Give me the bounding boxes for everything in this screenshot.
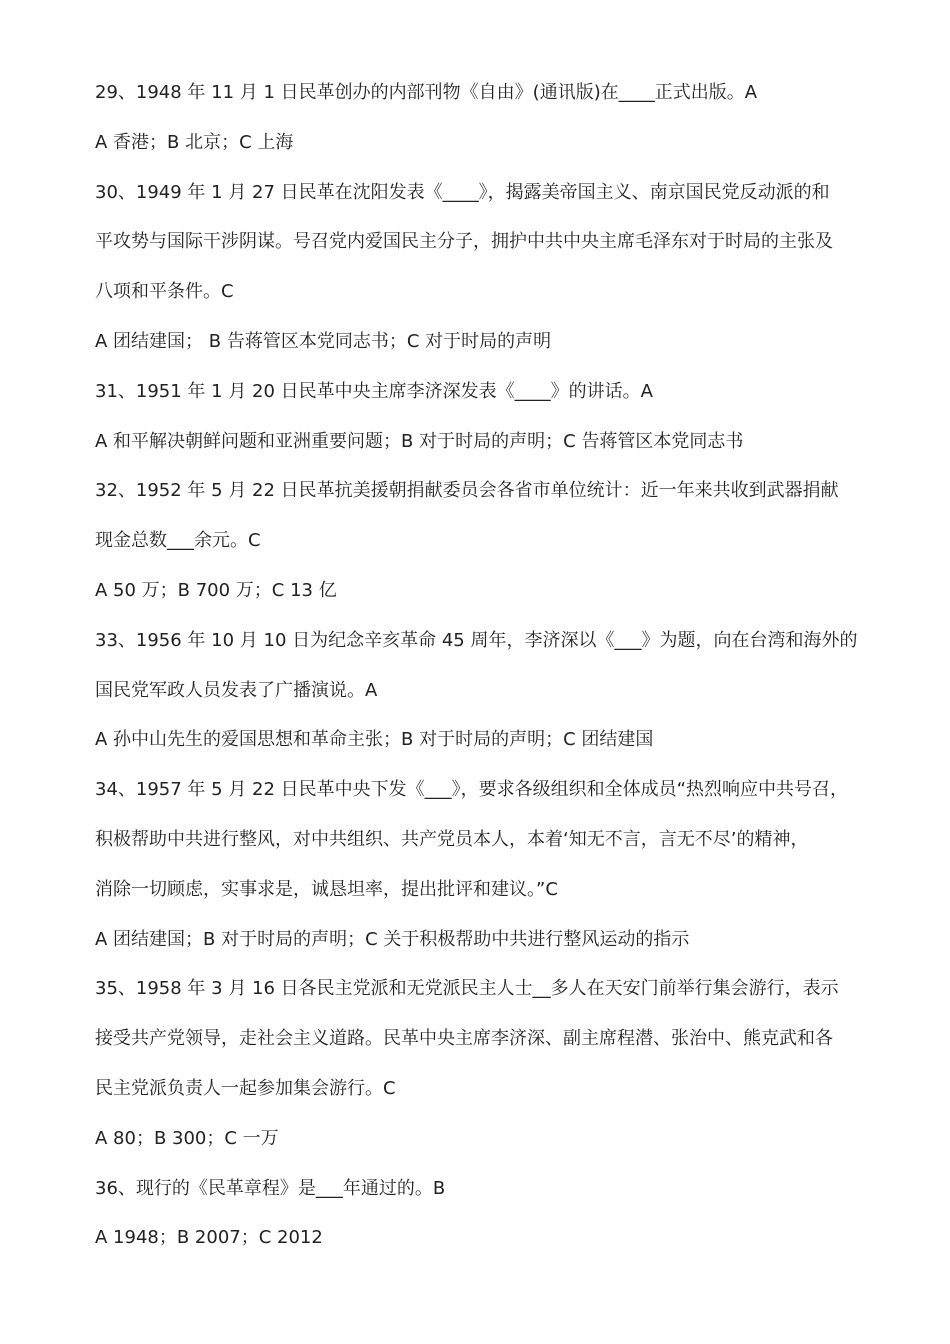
document-page (95, 75, 895, 1270)
q35-options: A 80；B 300；C 一万 (95, 1127, 279, 1149)
q30-question-line-1: 30、1949 年 1 月 27 日民革在沈阳发表《____》，揭露美帝国主义、南京国民党反动派的和 (95, 181, 830, 203)
q32-question-line-2: 现金总数___余元。C (95, 530, 261, 552)
q33-options: A 孙中山先生的爱国思想和革命主张；B 对于时局的声明；C 团结建国 (95, 729, 654, 751)
q34-question-line-1: 34、1957 年 5 月 22 日民革中央下发《___》，要求各级组织和全体成员“热烈响应中共号召， (95, 779, 848, 801)
q35-question-line-2: 接受共产党领导，走社会主义道路。民革中央主席李济深、副主席程潜、张治中、熊克武和各 (95, 1028, 833, 1050)
q30-question-line-2: 平攻势与国际干涉阴谋。号召党内爱国民主分子，拥护中共中央主席毛泽东对于时局的主张及 (95, 231, 833, 253)
q36-options: A 1948；B 2007；C 2012 (95, 1227, 323, 1249)
q31-question: 31、1951 年 1 月 20 日民革中央主席李济深发表《____》的讲话。A (95, 380, 653, 402)
q32-options: A 50 万；B 700 万；C 13 亿 (95, 579, 337, 601)
q35-question-line-1: 35、1958 年 3 月 16 日各民主党派和无党派民主人士__多人在天安门前举行集会游行，表示 (95, 978, 839, 1000)
q29-options: A 香港；B 北京；C 上海 (95, 131, 294, 153)
q29-question: 29、1948 年 11 月 1 日民革创办的内部刊物《自由》(通讯版)在____正式出版。A (95, 82, 758, 103)
q35-question-line-3: 民主党派负责人一起参加集会游行。C (95, 1077, 396, 1099)
q30-options: A 团结建国； B 告蒋管区本党同志书；C 对于时局的声明 (95, 330, 552, 352)
q34-question-line-2: 积极帮助中共进行整风，对中共组织、共产党员本人，本着‘知无不言，言无不尽’的精神， (95, 828, 809, 850)
q36-question: 36、现行的《民革章程》是___年通过的。B (95, 1177, 446, 1199)
q33-question-line-2: 国民党军政人员发表了广播演说。A (95, 679, 378, 701)
q30-question-line-3: 八项和平条件。C (95, 281, 234, 303)
q34-options: A 团结建国；B 对于时局的声明；C 关于积极帮助中共进行整风运动的指示 (95, 928, 690, 950)
q32-question-line-1: 32、1952 年 5 月 22 日民革抗美援朝捐献委员会各省市单位统计：近一年来共收到武器捐献 (95, 480, 839, 502)
q33-question-line-1: 33、1956 年 10 月 10 日为纪念辛亥革命 45 周年，李济深以《___》为题，向在台湾和海外的 (95, 629, 858, 651)
q31-options: A 和平解决朝鲜问题和亚洲重要问题；B 对于时局的声明；C 告蒋管区本党同志书 (95, 430, 744, 452)
q34-question-line-3: 消除一切顾虑，实事求是，诚恳坦率，提出批评和建议。”C (95, 878, 558, 900)
